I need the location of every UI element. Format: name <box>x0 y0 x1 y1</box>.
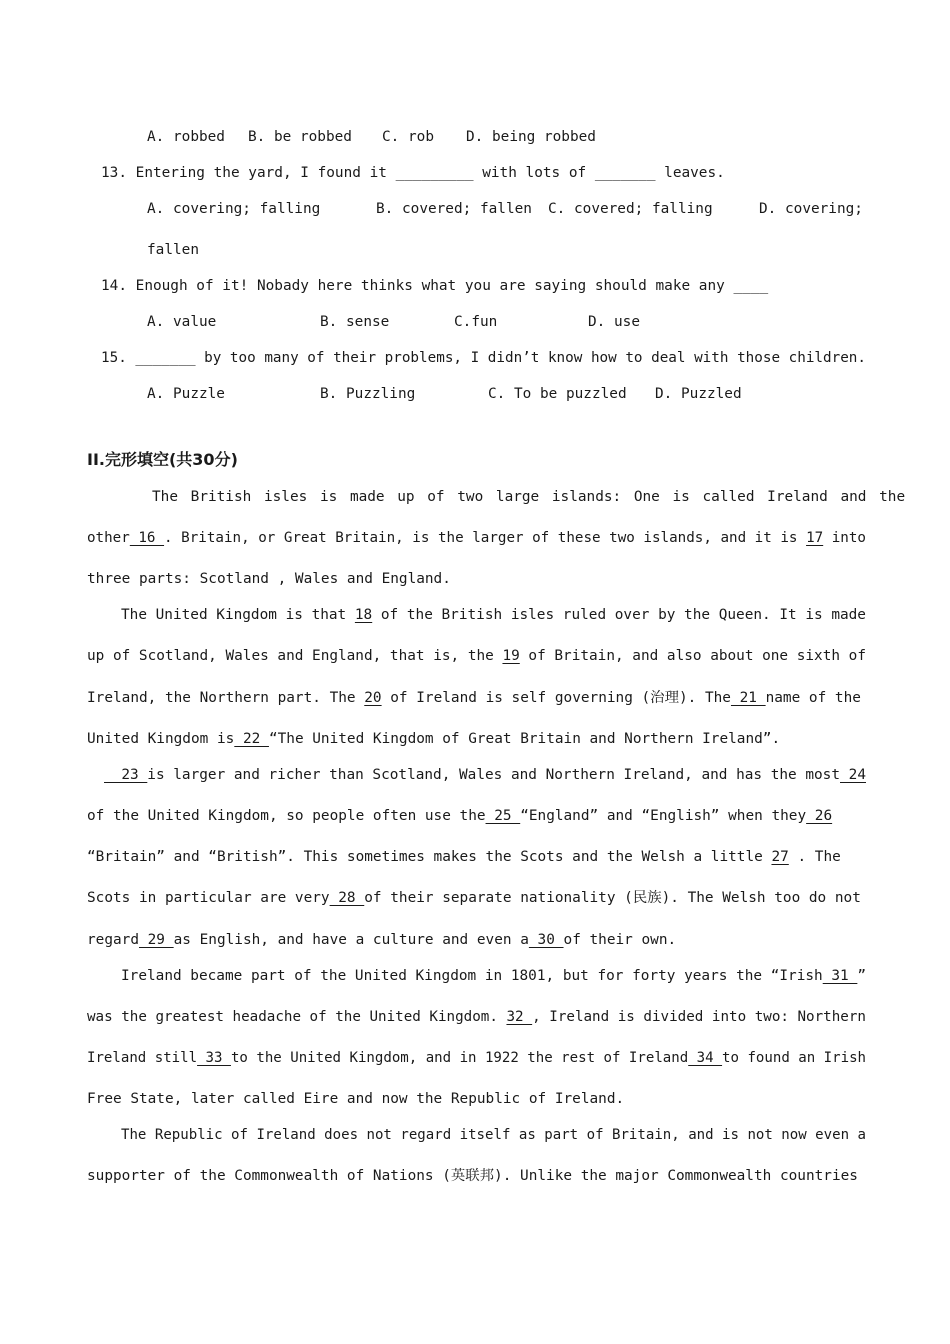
blank-27: 27 <box>771 849 789 865</box>
blank-32: 32 <box>506 1009 533 1025</box>
q15-option-b: B. Puzzling <box>320 386 416 402</box>
q13-option-c: C. covered; falling <box>548 201 713 217</box>
passage-text: of Ireland is self governing (治理). The <box>390 690 731 706</box>
blank-23: 23 <box>104 767 148 783</box>
q15-option-a: A. Puzzle <box>147 386 225 402</box>
passage-line-15 <box>87 1048 866 1068</box>
passage-line-10 <box>87 847 841 867</box>
passage-text: United Kingdom is <box>87 731 235 747</box>
passage-line-14 <box>87 1007 866 1027</box>
blank-26: 26 <box>806 808 833 824</box>
q15-option-d: D. Puzzled <box>655 386 742 402</box>
passage-text: is larger and richer than Scotland, Wales and Northern Ireland, and has the most <box>147 767 841 783</box>
passage-text: to found an Irish <box>722 1050 867 1066</box>
q14-option-c: C.fun <box>454 314 498 330</box>
passage-text: regard <box>87 932 139 948</box>
passage-text: was the greatest headache of the United Kingdom. <box>87 1009 498 1025</box>
question-14-stem: 14. Enough of it! Nobady here thinks what you are saying should make any ____ <box>101 278 769 294</box>
q14-option-d: D. use <box>588 314 640 330</box>
passage-line-4 <box>121 605 866 625</box>
blank-19: 19 <box>502 648 520 664</box>
q13-option-b: B. covered; fallen <box>376 201 532 217</box>
blank-34: 34 <box>688 1050 723 1066</box>
passage-text: . Britain, or Great Britain, is the larger of these two islands, and it is <box>164 530 798 546</box>
passage-line-17: The Republic of Ireland does not regard itself as part of Britain, and is not now even a <box>121 1127 866 1143</box>
q15-option-c: C. To be puzzled <box>488 386 627 402</box>
q13-option-d: D. covering; <box>759 201 863 217</box>
passage-text: name of the <box>765 690 861 706</box>
blank-24: 24 <box>840 767 866 783</box>
q12-option-b: B. be robbed <box>248 129 352 145</box>
question-13-stem: 13. Entering the yard, I found it _________ with lots of _______ leaves. <box>101 165 725 181</box>
passage-text: , Ireland is divided into two: Northern <box>532 1009 866 1025</box>
question-15-stem: 15. _______ by too many of their problems, I didn’t know how to deal with those children. <box>101 350 867 366</box>
blank-20: 20 <box>364 690 382 706</box>
passage-text: Ireland, the Northern part. The <box>87 690 356 706</box>
passage-text: ” <box>857 968 867 984</box>
q14-option-b: B. sense <box>320 314 390 330</box>
blank-21: 21 <box>730 690 766 706</box>
passage-line-11 <box>87 888 861 908</box>
blank-33: 33 <box>197 1050 231 1066</box>
passage-text: of the British isles ruled over by the Queen. It is made <box>380 607 866 623</box>
passage-text: of their own. <box>563 932 677 948</box>
passage-text: . The <box>797 849 841 865</box>
q12-option-d: D. being robbed <box>466 129 596 145</box>
passage-text: of Britain, and also about one sixth of <box>528 648 867 664</box>
q12-option-a: A. robbed <box>147 129 225 145</box>
passage-text: Ireland still <box>87 1050 198 1066</box>
q13-option-d-wrap: fallen <box>147 242 199 258</box>
passage-line-8 <box>104 765 866 785</box>
passage-text: The British isles is made up of two large islands: One is called Ireland and the <box>152 489 906 505</box>
blank-18: 18 <box>354 607 373 623</box>
passage-line-18: supporter of the Commonwealth of Nations (英联邦). Unlike the major Commonwealth countries <box>87 1168 858 1184</box>
passage-text: of their separate nationality (民族). The Welsh too do not <box>364 890 861 906</box>
blank-25: 25 <box>485 808 521 824</box>
passage-line-7 <box>87 729 780 749</box>
passage-text: Scots in particular are very <box>87 890 330 906</box>
q13-option-a: A. covering; falling <box>147 201 321 217</box>
passage-text: Ireland became part of the United Kingdom in 1801, but for forty years the “Irish <box>121 968 823 984</box>
blank-22: 22 <box>234 731 269 747</box>
blank-31: 31 <box>822 968 858 984</box>
passage-text: “The United Kingdom of Great Britain and Northern Ireland”. <box>268 731 781 747</box>
passage-line-12 <box>87 930 676 950</box>
passage-text: “Britain” and “British”. This sometimes makes the Scots and the Welsh a little <box>87 849 763 865</box>
passage-text: as English, and have a culture and even a <box>173 932 529 948</box>
passage-line-5 <box>87 646 866 666</box>
passage-text: into <box>831 530 866 546</box>
blank-16: 16 <box>129 530 165 546</box>
passage-line-16: Free State, later called Eire and now the Republic of Ireland. <box>87 1091 625 1107</box>
passage-line-13 <box>121 966 866 986</box>
q14-option-a: A. value <box>147 314 217 330</box>
passage-line-3: three parts: Scotland , Wales and England. <box>87 571 451 587</box>
q12-option-c: C. rob <box>382 129 434 145</box>
passage-line-6 <box>87 688 861 708</box>
passage-text: “England” and “English” when they <box>520 808 807 824</box>
passage-text: other <box>87 530 130 546</box>
section-heading: II.完形填空(共30分) <box>87 450 238 469</box>
passage-text: of the United Kingdom, so people often use the <box>87 808 486 824</box>
passage-line-2 <box>87 528 866 548</box>
passage-line-1 <box>152 487 906 507</box>
blank-29: 29 <box>138 932 174 948</box>
passage-text: The United Kingdom is that <box>121 607 347 623</box>
blank-17: 17 <box>806 530 824 546</box>
passage-line-9 <box>87 806 832 826</box>
passage-text: up of Scotland, Wales and England, that is, the <box>87 648 494 664</box>
passage-text: to the United Kingdom, and in 1922 the rest of Ireland <box>230 1050 689 1066</box>
blank-28: 28 <box>329 890 365 906</box>
blank-30: 30 <box>528 932 564 948</box>
